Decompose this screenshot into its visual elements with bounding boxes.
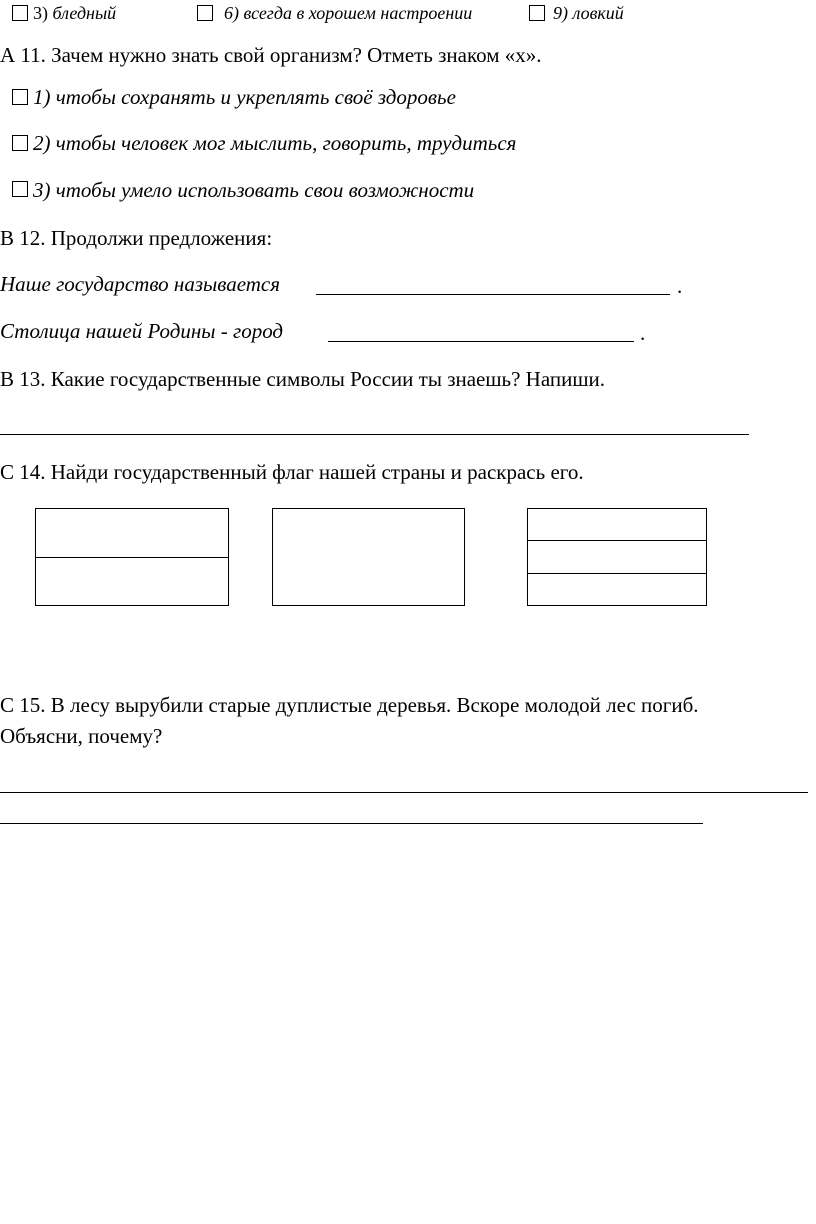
checkbox-a11-1[interactable] — [12, 89, 28, 105]
option-label: 3) чтобы умело использовать свои возможности — [33, 178, 475, 202]
option-label: 1) чтобы сохранять и укреплять своё здоровье — [33, 85, 456, 109]
checkbox-option-3[interactable] — [12, 5, 28, 21]
option-label: 6) всегда в хорошем настроении — [224, 3, 473, 23]
sentence-state-name: Наше государство называется — [0, 272, 281, 296]
period: . — [640, 321, 646, 345]
checkbox-a11-3[interactable] — [12, 181, 28, 197]
answer-blank-state[interactable] — [316, 294, 670, 295]
sentence-capital: Столица нашей Родины - город — [0, 319, 284, 343]
option-label: 3) бледный — [33, 3, 117, 23]
flag-blank[interactable] — [272, 508, 465, 606]
checkbox-option-9[interactable] — [529, 5, 545, 21]
answer-line-b13[interactable] — [0, 434, 749, 435]
option-label: 2) чтобы человек мог мыслить, говорить, трудиться — [33, 131, 517, 155]
answer-blank-capital[interactable] — [328, 341, 634, 342]
flag-stripe[interactable] — [273, 509, 464, 605]
question-b13: В 13. Какие государственные символы России ты знаешь? Напиши. — [0, 367, 606, 391]
flag-stripe[interactable] — [528, 541, 706, 573]
option-text: бледный — [48, 3, 117, 23]
question-c15-line1: С 15. В лесу вырубили старые дуплистые деревья. Вскоре молодой лес погиб. — [0, 693, 699, 717]
answer-line-c15-1[interactable] — [0, 792, 808, 793]
period: . — [677, 274, 683, 298]
answer-line-c15-2[interactable] — [0, 823, 703, 824]
checkbox-a11-2[interactable] — [12, 135, 28, 151]
question-b12: В 12. Продолжи предложения: — [0, 226, 273, 250]
flag-stripe[interactable] — [528, 509, 706, 541]
flag-stripe[interactable] — [36, 558, 228, 606]
option-label: 9) ловкий — [553, 3, 624, 23]
question-c15-line2: Объясни, почему? — [0, 724, 163, 748]
question-c14: С 14. Найди государственный флаг нашей страны и раскрась его. — [0, 460, 584, 484]
flag-stripe[interactable] — [528, 574, 706, 605]
flag-two-stripes[interactable] — [35, 508, 229, 606]
question-a11: А 11. Зачем нужно знать свой организм? Отметь знаком «х». — [0, 43, 542, 67]
checkbox-option-6[interactable] — [197, 5, 213, 21]
flag-three-stripes[interactable] — [527, 508, 707, 606]
flag-stripe[interactable] — [36, 509, 228, 558]
